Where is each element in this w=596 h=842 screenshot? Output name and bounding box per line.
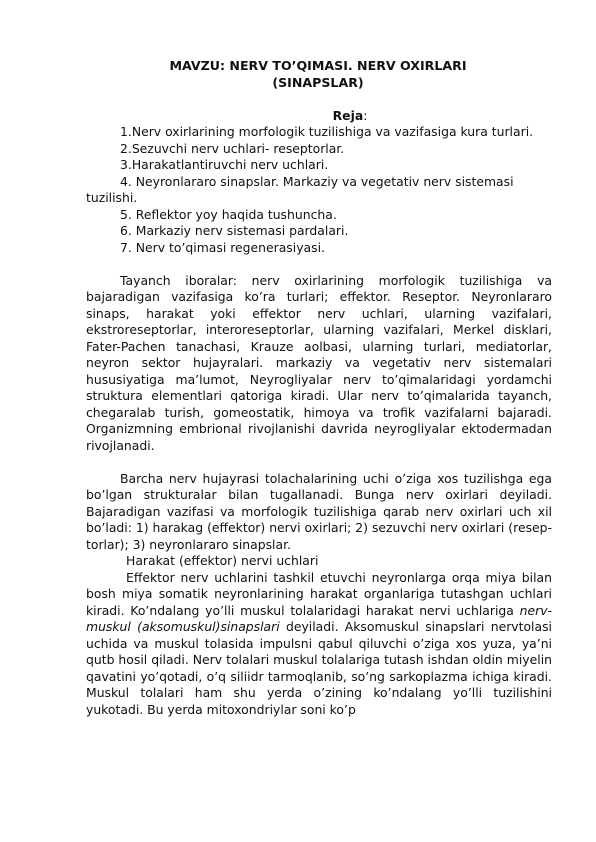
plan-item-5: 5. Reflektor yoy haqida tushuncha. [120,206,337,222]
intro-paragraph: Barcha nerv hujayrasi tolachalarining uchi o’ziga xos tuzilishga ega bo’lgan strukturalar bilan tugallanadi. Bunga nerv oxirlari deyiladi. Bajaradigan vazifasi va morfologik tuzilishiga qarab nerv oxirlari uch xil bo’ladi: 1) harakag (effektor) nervi oxirlari; 2) sezuvchi nerv oxirlari (resep-torlar); 3) neyronlararo sinapslar. [86,470,552,552]
plan-item-3: 3.Harakatlantiruvchi nerv uchlari. [120,157,329,172]
plan-heading-colon: : [363,108,368,123]
effector-text-after: deyiladi. Aksomuskul sinapslari nervtolasi uchida va muskul tolasida impulsni qabul qiluvchi o’ziga xos yuza, ya’ni qutb hosil qiladi. Nerv tolalari muskul tolalariga tutash ishdan oldin miyelin qavatini yo’qotadi, o’q siliidr tarmoqlanib, so’ng sarkoplazma ichiga kiradi. Muskul tolalari ham shu yerda o’zining ko’ndalang yo’lli tuzilishini yukotadi. Bu yerda mitoxondriylar soni ko’p [86,619,552,717]
title-line-1: MAVZU: NERV TO’QIMASI. NERV OXIRLARI [169,58,467,73]
plan-item-1: 1.Nerv oxirlarining morfologik tuzilishiga va vazifasiga kura turlari. [120,124,534,139]
title-line-2: (SINAPSLAR) [272,74,364,90]
effector-paragraph [86,570,552,719]
spacer [86,256,552,273]
plan-item-2: 2.Sezuvchi nerv uchlari- reseptorlar. [120,140,345,156]
plan-heading [0,108,596,125]
effector-text-before: Effektor nerv uchlarini tashkil etuvchi neyronlarga orqa miya bilan bosh miya somatik neyronlarining harakat organlariga tutashgan uchlari kiradi. Ko’ndalang yo’lli muskul tolalaridagi harakat nervi uchlariga [86,569,552,618]
plan-item-6: 6. Markaziy nerv sistemasi pardalari. [120,223,349,238]
section-subheading: Harakat (effektor) nervi uchlari [126,553,319,568]
document-title [88,58,548,91]
effector-text-italic: nerv-muskul (aksomuskul)sinapslari [86,602,552,634]
keywords-paragraph: Tayanch iboralar: nerv oxirlarining morfologik tuzilishiga va bajaradigan vazifasiga ko’ra turlari; effektor. Reseptor. Neyronlararo sinaps, harakat yoki effektor nerv uchlari, ularning vazifalari, ekstroreseptorlar, interoreseptorlar, ularning vazifalari, Merkel disklari, Fater-Pachen tanachasi, Krauze aolbasi, ularning turlari, mediatorlar, neyron sektor hujayralari. markaziy va vegetativ nerv sistemalari hususiyatiga ma’lumot, Neyrogliyalar nerv to’qimalaridagi yordamchi struktura elementlari qatoriga kiradi. Ular nerv to’qimalarida tayanch, chegaralab turish, gomeostatik, himoya va trofik vazifalarni bajaradi. Organizmning embrional rivojlanishi davrida neyrogliyalar ektodermadan rivojlanadi. [86,272,552,453]
document-body [86,124,552,718]
plan-item-4: 4. Neyronlararo sinapslar. Markaziy va vegetativ nerv sistemasi tuzilishi. [86,173,514,205]
plan-heading-text: Reja [332,108,364,123]
plan-item-7: 7. Nerv to’qimasi regenerasiyasi. [120,239,325,255]
spacer [86,454,552,471]
